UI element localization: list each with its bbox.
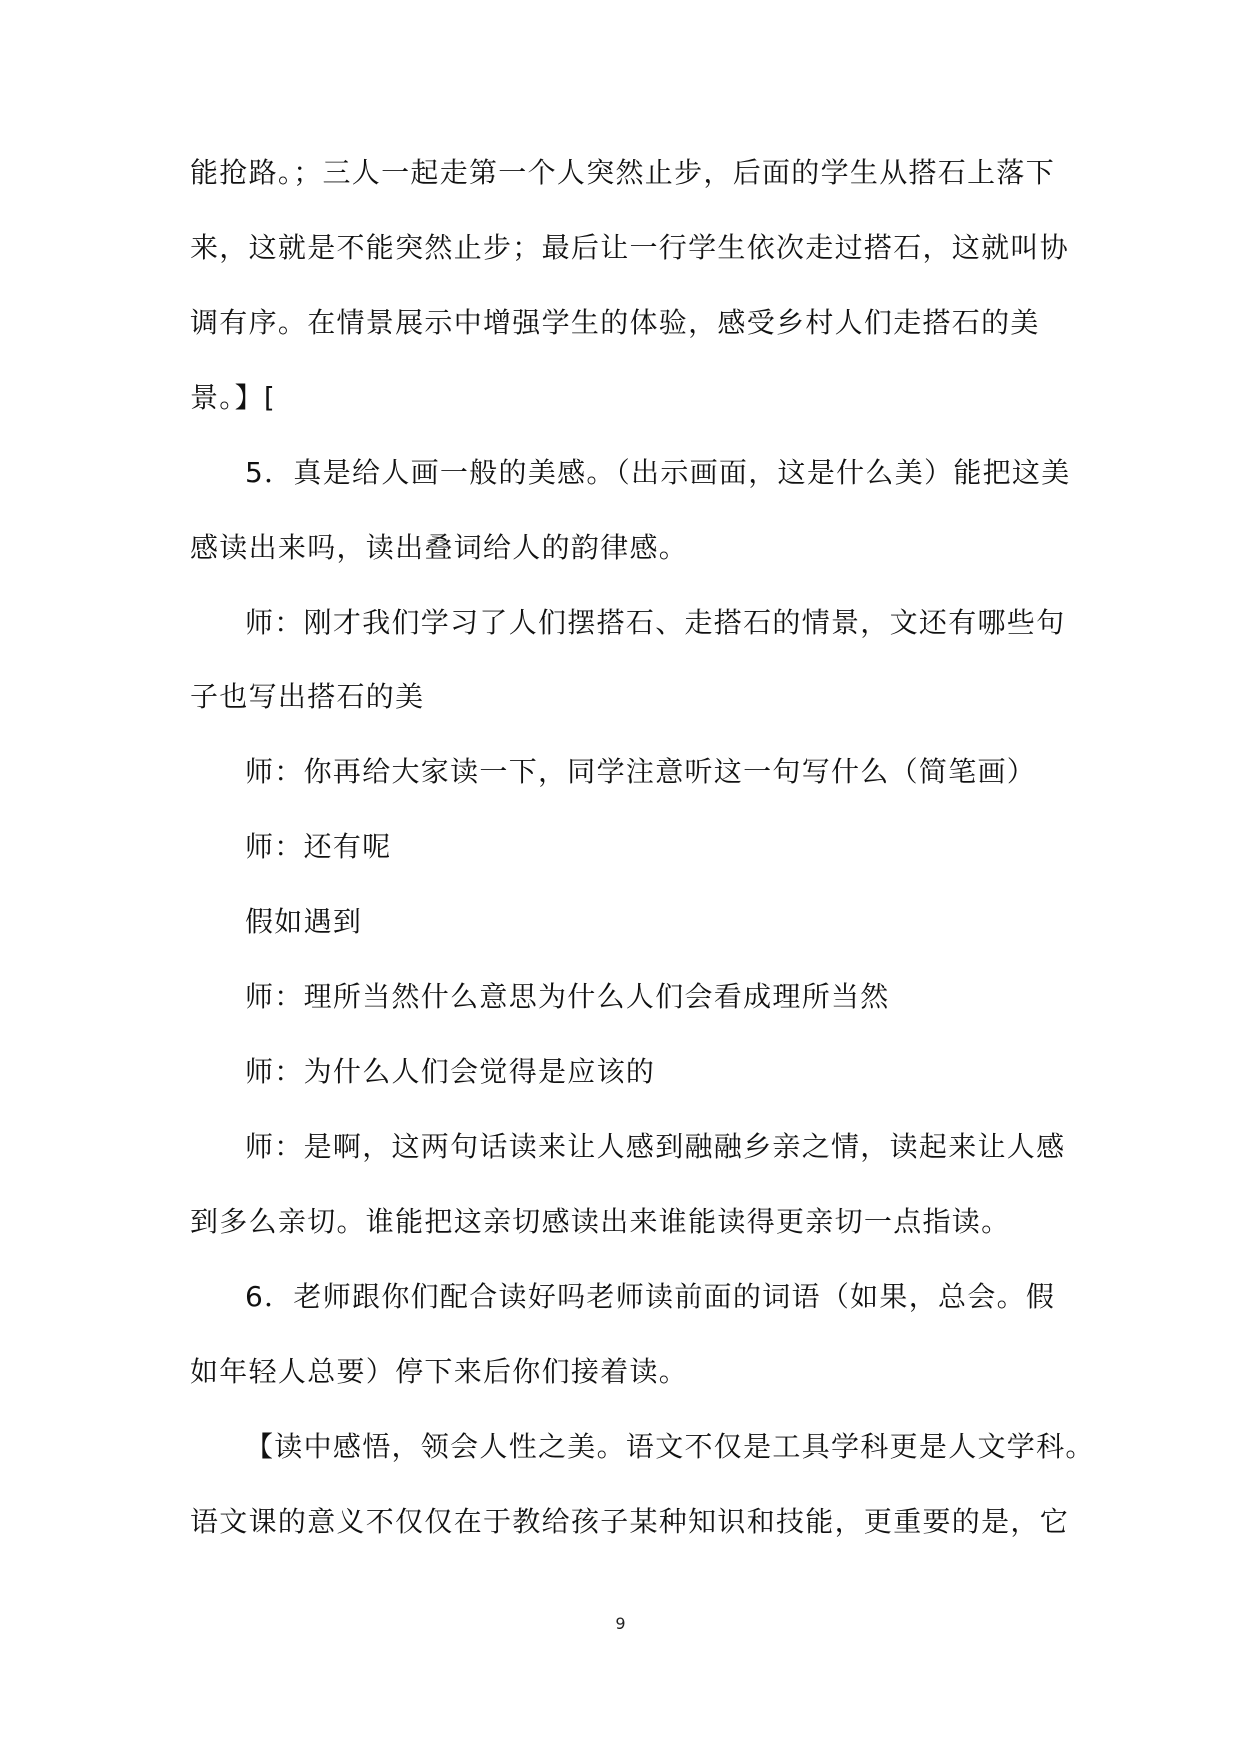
text-line: 能抢路。；三人一起走第一个人突然止步，后面的学生从搭石上落下 [190, 156, 1056, 189]
text-line: 师：是啊，这两句话读来让人感到融融乡亲之情，读起来让人感 [245, 1130, 1066, 1163]
text-line: 感读出来吗，读出叠词给人的韵律感。 [190, 531, 689, 564]
text-line: 师：理所当然什么意思为什么人们会看成理所当然 [245, 980, 890, 1013]
text-line: 子也写出搭石的美 [190, 680, 425, 713]
text-line: 师：你再给大家读一下，同学注意听这一句写什么（简笔画） [245, 755, 1037, 788]
text-line: 假如遇到 [245, 905, 363, 938]
text-line: 来，这就是不能突然止步；最后让一行学生依次走过搭石，这就叫协 [190, 231, 1070, 264]
text-line: 师：还有呢 [245, 830, 392, 863]
text-line: 6．老师跟你们配合读好吗老师读前面的词语（如果，总会。假 [245, 1280, 1056, 1313]
text-line: 【读中感悟，领会人性之美。语文不仅是工具学科更是人文学科。 [245, 1430, 1095, 1463]
text-line: 5．真是给人画一般的美感。（出示画面，这是什么美）能把这美 [245, 456, 1071, 489]
text-line: 景。】[ [190, 381, 277, 414]
page-number: 9 [615, 1614, 626, 1633]
text-line: 师：刚才我们学习了人们摆搭石、走搭石的情景，文还有哪些句 [245, 606, 1066, 639]
text-line: 如年轻人总要）停下来后你们接着读。 [190, 1355, 689, 1388]
text-line: 语文课的意义不仅仅在于教给孩子某种知识和技能，更重要的是，它 [190, 1505, 1070, 1538]
text-line: 到多么亲切。谁能把这亲切感读出来谁能读得更亲切一点指读。 [190, 1205, 1011, 1238]
text-line: 调有序。在情景展示中增强学生的体验，感受乡村人们走搭石的美 [190, 306, 1040, 339]
text-line: 师：为什么人们会觉得是应该的 [245, 1055, 656, 1088]
